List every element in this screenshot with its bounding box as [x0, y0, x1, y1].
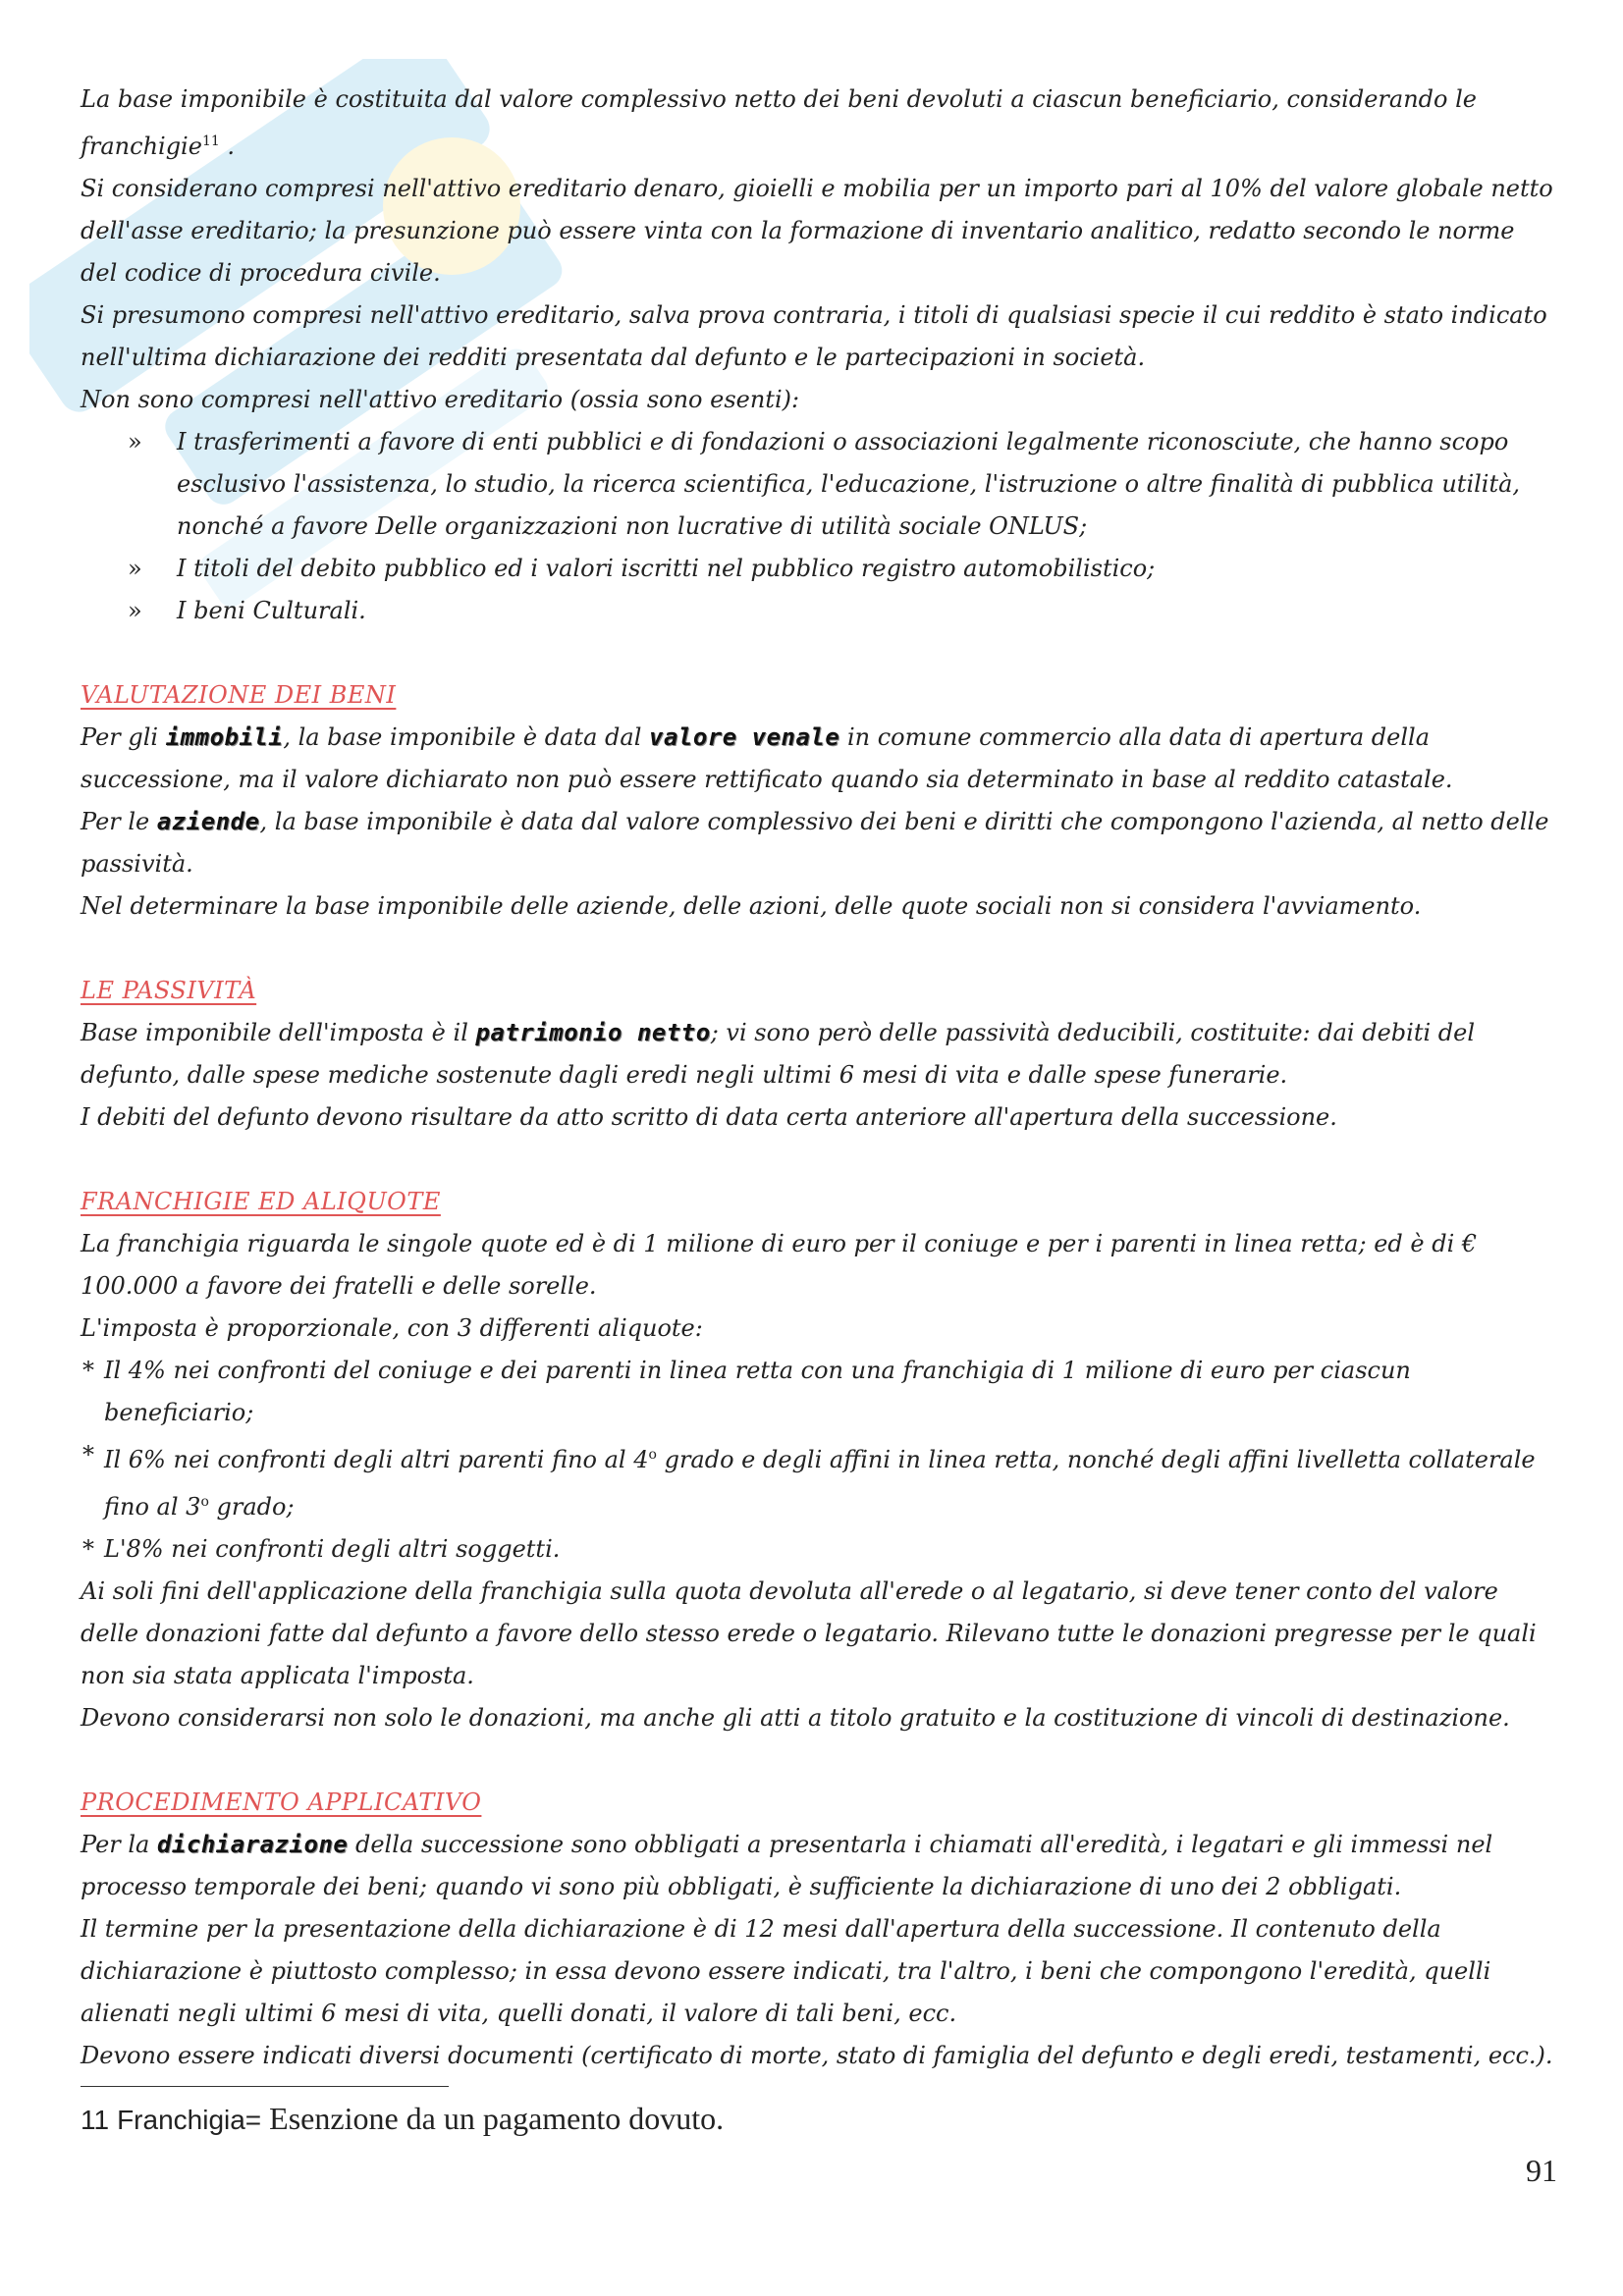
footnote-text: Esenzione da un pagamento dovuto.	[261, 2101, 725, 2136]
procedimento-paragraph-1: Per la dichiarazione della successione sono obbligati a presentarla i chiamati all'eredità, i legatari e gli immessi nel processo temporale dei beni; quando vi sono più obbligati, è sufficiente la dichiarazione di uno dei 2 obbligati.	[81, 1831, 1493, 1900]
asterisk-icon: *	[82, 1441, 94, 1468]
footnote	[81, 2101, 724, 2137]
keyword-immobili: immobili	[165, 723, 284, 751]
keyword-valore-venale: valore venale	[649, 723, 840, 751]
valutazione-paragraph-1: Per gli immobili, la base imponibile è data dal valore venale in comune commercio alla data di apertura della successione, ma il valore dichiarato non può essere rettificato quando sia determinato in base al reddito catastale.	[81, 723, 1453, 793]
keyword-patrimonio-netto: patrimonio netto	[475, 1019, 711, 1046]
footnote-number: 11	[81, 2105, 110, 2135]
intro-paragraph-4: Non sono compresi nell'attivo ereditario (ossia sono esenti):	[81, 386, 800, 413]
franchigie-paragraph-4: Devono considerarsi non solo le donazioni, ma anche gli atti a titolo gratuito e la costituzione di vincoli di destinazione.	[81, 1704, 1510, 1732]
footnote-reference[interactable]: 11	[201, 133, 220, 149]
footnote-divider	[81, 2086, 449, 2087]
page-content	[81, 79, 1553, 2077]
asterisk-icon: *	[82, 1535, 94, 1563]
procedimento-paragraph-2: Il termine per la presentazione della dichiarazione è di 12 mesi dall'apertura della successione. Il contenuto della dichiarazione è piuttosto complesso; in essa devono essere indicati, tra l'altro, i beni che compongono l'eredità, quelli alienati negli ultimi 6 mesi di vita, quelli donati, il valore di tali beni, ecc.	[81, 1915, 1491, 2027]
footnote-term: Franchigia=	[117, 2105, 262, 2135]
list-item: » I trasferimenti a favore di enti pubblici e di fondazioni o associazioni legalmente riconosciute, che hanno scopo esclusivo l'assistenza, lo studio, la ricerca scientifica, l'educazione, l'istruzione o altre finalità di pubblica utilità, nonché a favore Delle organizzazioni non lucrative di utilità sociale ONLUS;	[81, 421, 1553, 548]
list-item: * Il 6% nei confronti degli altri parenti fino al 4$^o$ grado e degli affini in linea retta, nonché degli affini livelletta collaterale fino al 3$^o$ grado;	[81, 1434, 1553, 1528]
intro-paragraph-1: La base imponibile è costituita dal valore complessivo netto dei beni devoluti a ciascun beneficiario, considerando le franchigie$^{11}$ .	[81, 85, 1477, 160]
passivita-paragraph-2: I debiti del defunto devono risultare da atto scritto di data certa anteriore all'apertura della successione.	[81, 1103, 1337, 1131]
section-heading-franchigie: FRANCHIGIE ED ALIQUOTE	[81, 1188, 441, 1215]
section-heading-passivita: LE PASSIVITÀ	[81, 977, 257, 1004]
franchigie-paragraph-1: La franchigia riguarda le singole quote ed è di 1 milione di euro per il coniuge e per i parenti in linea retta; ed è di € 100.000 a favore dei fratelli e delle sorelle.	[81, 1230, 1478, 1300]
section-heading-procedimento: PROCEDIMENTO APPLICATIVO	[81, 1789, 482, 1816]
list-item: * L'8% nei confronti degli altri soggetti.	[81, 1528, 1553, 1571]
procedimento-paragraph-3: Devono essere indicati diversi documenti (certificato di morte, stato di famiglia del defunto e degli eredi, testamenti, ecc.).	[81, 2042, 1553, 2069]
keyword-aziende: aziende	[156, 808, 260, 835]
bullet-marker-icon: »	[128, 597, 142, 624]
franchigie-paragraph-2: L'imposta è proporzionale, con 3 differenti aliquote:	[81, 1314, 703, 1342]
franchigie-paragraph-3: Ai soli fini dell'applicazione della franchigia sulla quota devoluta all'erede o al legatario, si deve tener conto del valore delle donazioni fatte dal defunto a favore dello stesso erede o legatario. Rilevano tutte le donazioni pregresse per le quali non sia stata applicata l'imposta.	[81, 1577, 1537, 1689]
bullet-marker-icon: »	[128, 555, 142, 582]
intro-paragraph-3: Si presumono compresi nell'attivo ereditario, salva prova contraria, i titoli di qualsiasi specie il cui reddito è stato indicato nell'ultima dichiarazione dei redditi presentata dal defunto e le partecipazioni in società.	[81, 301, 1547, 371]
passivita-paragraph-1: Base imponibile dell'imposta è il patrimonio netto; vi sono però delle passività deducibili, costituite: dai debiti del defunto, dalle spese mediche sostenute dagli eredi negli ultimi 6 mesi di vita e dalle spese funerarie.	[81, 1019, 1476, 1089]
list-item: » I beni Culturali.	[81, 590, 1553, 632]
list-item: * Il 4% nei confronti del coniuge e dei parenti in linea retta con una franchigia di 1 milione di euro per ciascun beneficiario;	[81, 1350, 1553, 1434]
keyword-dichiarazione: dichiarazione	[157, 1831, 349, 1858]
valutazione-paragraph-2: Per le aziende, la base imponibile è data dal valore complessivo dei beni e diritti che compongono l'azienda, al netto delle passività.	[81, 808, 1549, 878]
page-number: 91	[1526, 2153, 1557, 2188]
valutazione-paragraph-3: Nel determinare la base imponibile delle aziende, delle azioni, delle quote sociali non si considera l'avviamento.	[81, 892, 1422, 920]
asterisk-icon: *	[82, 1357, 94, 1384]
bullet-marker-icon: »	[128, 428, 142, 455]
intro-paragraph-2: Si considerano compresi nell'attivo ereditario denaro, gioielli e mobilia per un importo pari al 10% del valore globale netto dell'asse ereditario; la presunzione può essere vinta con la formazione di inventario analitico, redatto secondo le norme del codice di procedura civile.	[81, 175, 1553, 287]
section-heading-valutazione: VALUTAZIONE DEI BENI	[81, 681, 397, 709]
list-item: » I titoli del debito pubblico ed i valori iscritti nel pubblico registro automobilistico;	[81, 548, 1553, 590]
rates-list	[81, 1350, 1553, 1571]
exemptions-list	[81, 421, 1553, 632]
